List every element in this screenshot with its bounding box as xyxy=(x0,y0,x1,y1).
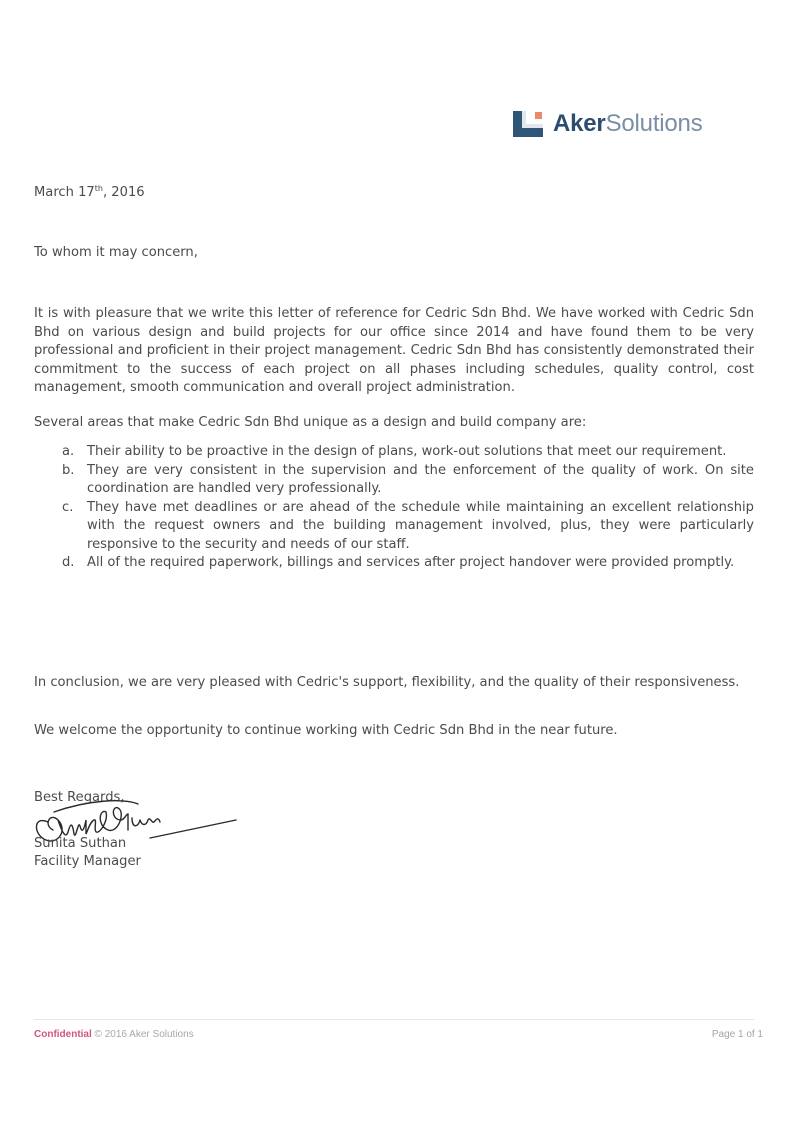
copyright-text: © 2016 Aker Solutions xyxy=(91,1029,194,1040)
list-intro: Several areas that make Cedric Sdn Bhd unique as a design and build company are: xyxy=(34,415,587,430)
paragraph-conclusion: In conclusion, we are very pleased with Cedric's support, flexibility, and the quality of their responsiveness. xyxy=(34,675,740,690)
signer-name: Sunita Suthan xyxy=(34,836,127,851)
logo-wordmark xyxy=(553,110,703,138)
signoff: Best Regards, xyxy=(34,790,125,805)
footer-divider xyxy=(34,1019,754,1020)
list-marker: b. xyxy=(62,462,75,478)
aker-logo-icon xyxy=(513,111,543,137)
paragraph-closing: We welcome the opportunity to continue working with Cedric Sdn Bhd in the near future. xyxy=(34,723,618,738)
date-month: March 17 xyxy=(34,185,95,200)
list-text: Their ability to be proactive in the design of plans, work-out solutions that meet our requirement. xyxy=(87,444,727,459)
logo-name-light: Solutions xyxy=(605,110,703,137)
page-number: Page 1 of 1 xyxy=(711,1029,763,1040)
paragraph-intro: It is with pleasure that we write this letter of reference for Cedric Sdn Bhd. We have worked with Cedric Sdn Bhd on various design and build projects for our office since 2014 and have found them to be very professional and proficient in their project management. Cedric Sdn Bhd has consistently demonstrated their commitment to the success of each project on all phases including schedules, quality control, cost management, smooth communication and overall project administration. xyxy=(34,306,754,395)
list-item xyxy=(62,554,754,573)
confidential-label: Confidential xyxy=(34,1029,92,1040)
list-marker: c. xyxy=(62,499,74,515)
list-text: They have met deadlines or are ahead of the schedule while maintaining an excellent relationship with the request owners and the building management involved, plus, they were particularly responsive to the security and needs of our staff. xyxy=(87,499,754,552)
list-item xyxy=(62,499,754,555)
list-text: All of the required paperwork, billings and services after project handover were provided promptly. xyxy=(87,555,735,570)
list-marker: d. xyxy=(62,555,75,570)
logo-name-bold: Aker xyxy=(553,110,606,137)
signer-title: Facility Manager xyxy=(34,854,141,869)
company-logo xyxy=(513,110,703,138)
list-item xyxy=(62,462,754,499)
letter-date xyxy=(34,180,754,203)
salutation: To whom it may concern, xyxy=(34,245,198,260)
qualities-list xyxy=(62,443,754,573)
list-item xyxy=(62,443,754,462)
list-marker: a. xyxy=(62,444,75,459)
footer-copyright xyxy=(34,1029,194,1040)
list-text: They are very consistent in the supervision and the enforcement of the quality of work. On site coordination are handled very professionally. xyxy=(87,462,754,496)
date-suffix: th xyxy=(94,184,103,193)
date-year: , 2016 xyxy=(102,185,145,200)
